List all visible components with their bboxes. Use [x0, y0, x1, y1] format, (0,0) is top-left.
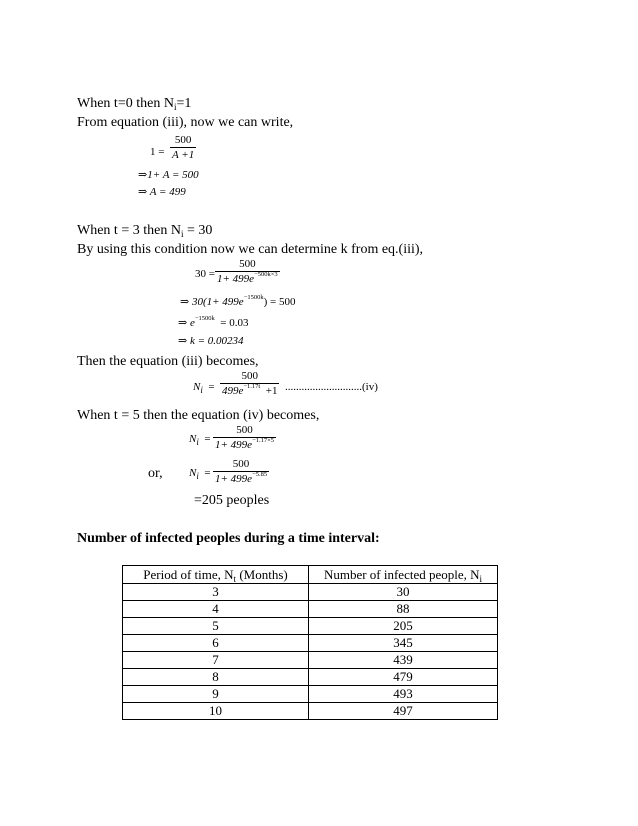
- table-row: [123, 703, 498, 720]
- eq1-fraction: $\frac{500}{A +1}$: [172, 134, 195, 161]
- infected-people-table: [122, 565, 498, 720]
- infected-cell: 88: [309, 601, 498, 618]
- column-header-period: Period of time, $N_t$ (Months): [123, 566, 309, 584]
- period-cell: 3: [123, 584, 309, 601]
- table-row: [123, 601, 498, 618]
- eq8-label: ............................(iv): [285, 381, 378, 393]
- condition-line-t0: When t=0 then $N_i=1$: [77, 96, 192, 112]
- table-row: [123, 635, 498, 652]
- eq8-fraction: $\frac{500}{499e^{-1.17t} +1}$: [222, 370, 278, 397]
- table-row: [123, 584, 498, 601]
- eq4-fraction: $\frac{500}{1+ 499e^{-500k\times 3}}$: [217, 258, 278, 285]
- eq10-fraction: $\frac{500}{1+ 499e^{-5.85}}$: [215, 458, 268, 485]
- eq10-lhs: $N_i$ =: [189, 467, 211, 481]
- eq2: ⇒1+ A = 500: [138, 169, 199, 181]
- infected-cell: 205: [309, 618, 498, 635]
- eq8-lhs: $N_i$ =: [193, 381, 215, 395]
- eq6: ⇒ $e^{-1500k} = 0.03$: [178, 315, 249, 329]
- table-header-row: [123, 566, 498, 584]
- eq1-lhs: 1 =: [150, 146, 165, 158]
- period-cell: 5: [123, 618, 309, 635]
- eq7: ⇒ k = 0.00234: [178, 335, 244, 347]
- column-header-infected: Number of infected people, $N_i$: [309, 566, 498, 584]
- table-row: [123, 669, 498, 686]
- infected-cell: 493: [309, 686, 498, 703]
- eq9-fraction: $\frac{500}{1+ 499e^{-1.17\times 5}}$: [215, 424, 275, 451]
- infected-cell: 345: [309, 635, 498, 652]
- intro-line-determine-k: By using this condition now we can determine k from eq.(iii),: [77, 242, 424, 257]
- infected-cell: 497: [309, 703, 498, 720]
- eq5: ⇒ $30(1+ 499e^{-1500k}) = 500$: [180, 294, 296, 308]
- period-cell: 6: [123, 635, 309, 652]
- intro-line-equation-iii: From equation (iii), now we can write,: [77, 115, 294, 130]
- intro-line-equation-becomes: Then the equation (iii) becomes,: [77, 354, 259, 369]
- or-label: or,: [148, 466, 163, 481]
- infected-cell: 439: [309, 652, 498, 669]
- table-row: [123, 652, 498, 669]
- eq4-lhs: 30 =: [195, 268, 215, 280]
- table-row: [123, 686, 498, 703]
- section-heading: Number of infected peoples during a time interval:: [77, 531, 380, 546]
- period-cell: 4: [123, 601, 309, 618]
- eq9-lhs: $N_i$ =: [189, 433, 211, 447]
- condition-line-t3: When t = 3 then $N_i = 30$: [77, 223, 213, 239]
- period-cell: 7: [123, 652, 309, 669]
- period-cell: 9: [123, 686, 309, 703]
- intro-line-t5: When t = 5 then the equation (iv) becomes,: [77, 408, 320, 423]
- table-row: [123, 618, 498, 635]
- infected-cell: 30: [309, 584, 498, 601]
- infected-cell: 479: [309, 669, 498, 686]
- period-cell: 8: [123, 669, 309, 686]
- result-line: =205 peoples: [194, 493, 270, 508]
- period-cell: 10: [123, 703, 309, 720]
- eq3: ⇒ A = 499: [138, 186, 186, 198]
